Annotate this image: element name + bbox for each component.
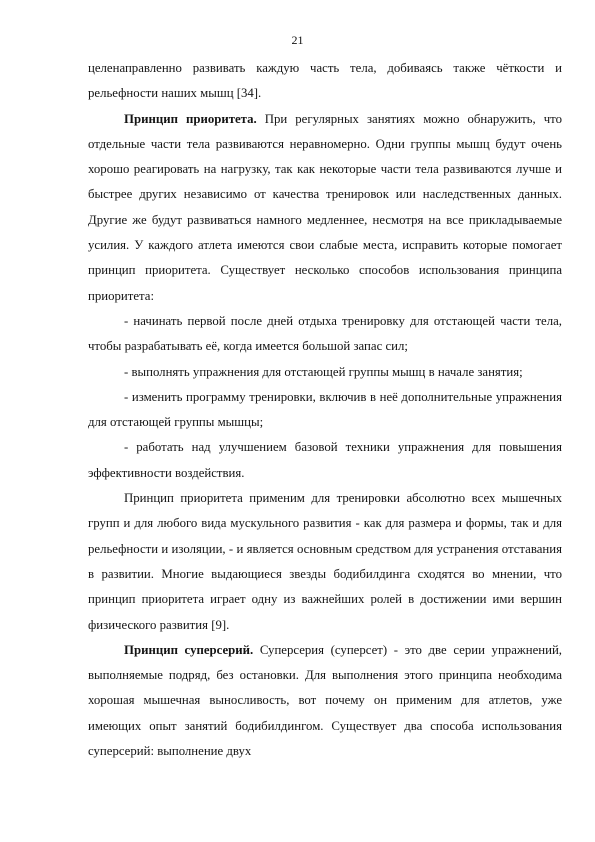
paragraph-continuation <box>88 56 562 107</box>
paragraph-text: При регулярных занятиях можно обнаружить, что отдельные части тела развиваются неравномерно. Одни группы мышц будут очень хорошо реагировать на нагрузку, так как некоторые части тела развиваются лучше и быстрее других независимо от качества тренировок или наследственных данных. Другие же будут развиваться намного медленнее, несмотря на все прикладываемые усилия. У каждого атлета имеются свои слабые места, исправить которые помогает принцип приоритета. Существует несколько способов использования принципа приоритета: <box>88 111 562 303</box>
body-text <box>88 56 562 764</box>
paragraph-priority-summary <box>88 486 562 638</box>
list-item-text: - изменить программу тренировки, включив в неё дополнительные упражнения для отстающей группы мышцы; <box>88 389 562 430</box>
list-item-text: - выполнять упражнения для отстающей группы мышц в начале занятия; <box>124 364 523 379</box>
list-item-priority-2 <box>88 360 562 385</box>
list-item-text: - начинать первой после дней отдыха тренировку для отстающей части тела, чтобы разрабатывать её, когда имеется большой запас сил; <box>88 313 562 354</box>
paragraph-text: Суперсерия (суперсет) - это две серии упражнений, выполняемые подряд, без остановки. Для выполнения этого принципа необходима хорошая мышечная выносливость, вот почему он применим для атлетов, уже имеющих опыт занятий бодибилдингом. Существует два способа использования суперсерий: выполнение двух <box>88 642 562 759</box>
heading-priority-principle: Принцип приоритета. <box>124 111 257 126</box>
list-item-priority-4 <box>88 435 562 486</box>
list-item-text: - работать над улучшением базовой техники упражнения для повышения эффективности воздействия. <box>88 440 562 480</box>
paragraph-priority-principle <box>88 107 562 309</box>
page-number: 21 <box>291 33 304 47</box>
list-item-priority-1 <box>88 309 562 360</box>
paragraph-text: Принцип приоритета применим для тренировки абсолютно всех мышечных групп и для любого вида мускульного развития - как для размера и формы, так и для рельефности и изоляции, - и является основным средством для устранения отставания в развитии. Многие выдающиеся звезды бодибилдинга сходятся во мнении, что принцип приоритета играет одну из важнейших ролей в достижении ими вершин физического развития [9]. <box>88 491 562 632</box>
paragraph-superset-principle <box>88 638 562 764</box>
heading-superset-principle: Принцип суперсерий. <box>124 642 254 657</box>
list-item-priority-3 <box>88 385 562 436</box>
paragraph-text: целенаправленно развивать каждую часть тела, добиваясь также чёткости и рельефности наших мышц [34]. <box>88 61 562 101</box>
